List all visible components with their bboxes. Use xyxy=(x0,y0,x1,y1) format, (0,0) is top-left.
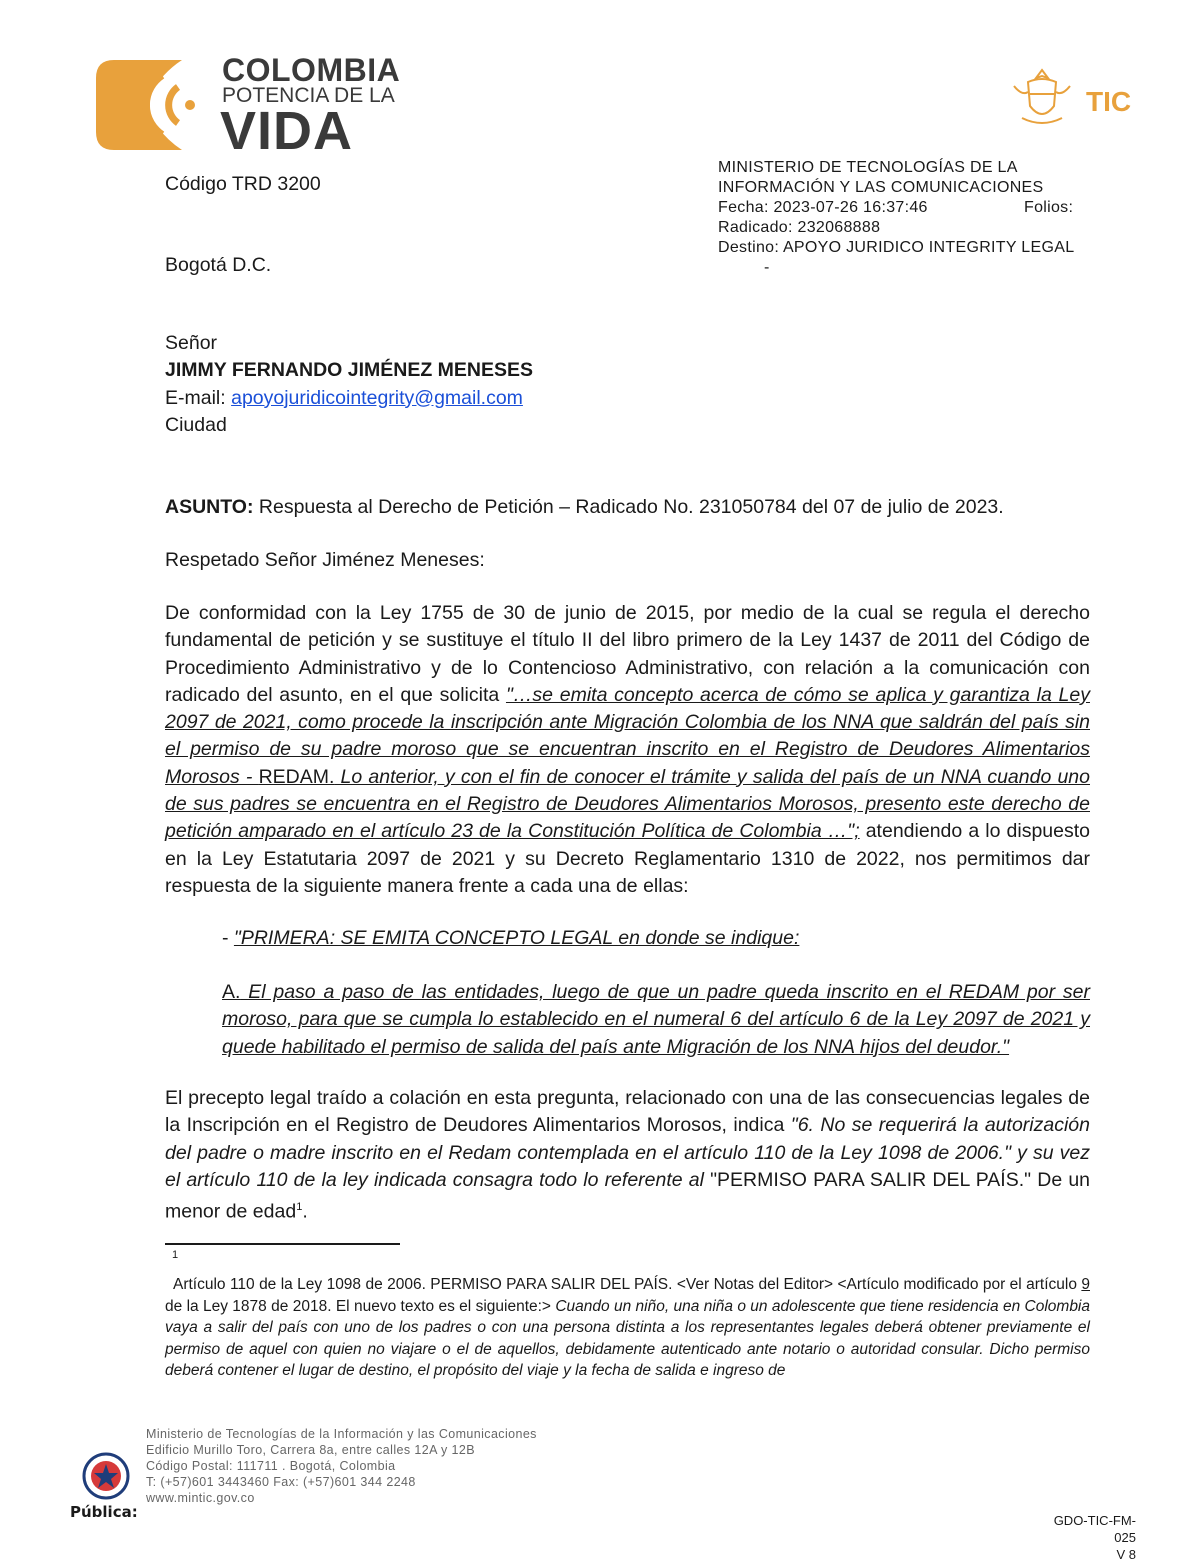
salutation-title: Señor xyxy=(165,332,218,354)
brand-line-colombia: COLOMBIA xyxy=(222,52,401,88)
recipient-block xyxy=(165,330,1090,439)
fecha: Fecha: 2023-07-26 16:37:46 xyxy=(718,199,928,216)
entity-line-1: MINISTERIO DE TECNOLOGÍAS DE LA xyxy=(718,159,1018,176)
footer-address xyxy=(146,1426,537,1506)
email-label: E-mail: xyxy=(165,386,232,409)
recipient-city: Ciudad xyxy=(165,413,227,436)
brand-line-vida: VIDA xyxy=(220,101,354,161)
footnote-text-italic: Cuando un niño, una niña o un adolescente que tiene residencia en Colombia vaya a salir del país con uno de los padres o con una persona distinta a los representantes legales deberá obtener previamente el permiso de aquel con quien no viajare o el de aquellos, debidamente autenticado ante notario o autoridad consular. Dicho permiso deberá contener el lugar de destino, el propósito del viaje y la fecha de salida e ingreso de xyxy=(165,1297,1090,1379)
footer-line-1: Ministerio de Tecnologías de la Información y las Comunicaciones xyxy=(146,1427,537,1441)
document-code xyxy=(1040,1512,1136,1563)
radicado-number: Radicado: 232068888 xyxy=(718,219,881,236)
item-a-text: El paso a paso de las entidades, luego de que un padre queda inscrito en el REDAM por ser moroso, para que se cumpla lo establecido en el numeral 6 del artículo 6 de la Ley 2097 de 2021 y quede habilitado el permiso de salida del país ante Migración de los NNA hijos del deudor." xyxy=(222,981,1090,1058)
p1-intro: De conformidad con la Ley 1755 de 30 de junio de 2015, por medio de la cual se regula el derecho fundamental de petición y se sustituye el título II del libro primero de la Ley 1437 de 2011 del Código de Procedimiento Administrativo y de lo Contencioso Administrativo, con relación a la comunicación con radicado del asunto, en el que solicita xyxy=(165,602,1090,706)
footnote-link[interactable]: 9 xyxy=(1081,1276,1090,1293)
p2-quote: "6. No se requerirá la autorización del padre o madre inscrito en el Redam contemplada en el artículo 110 de la Ley 1098 de 2006." y su vez el artículo 110 de la ley indicada consagra todo lo referente al xyxy=(165,1114,1090,1191)
destino-dash: - xyxy=(764,259,770,276)
folios: Folios: xyxy=(1024,199,1074,216)
footnote-text xyxy=(165,1274,1090,1382)
item-a xyxy=(222,979,1090,1061)
footnote-ref[interactable]: 1 xyxy=(296,1201,303,1214)
p1-quote-a: "…se emita concepto acerca de cómo se aplica y garantiza la Ley 2097 de 2021, como procede la inscripción ante Migración Colombia de los NNA que saldrán del país sin el permiso de su padre moroso que se encuentran inscrito en el Registro de Deudores Alimentarios Morosos - xyxy=(165,683,1090,788)
p1-quote-redam: REDAM. xyxy=(258,765,335,788)
item-a-label: A. xyxy=(222,981,241,1003)
recipient-name: JIMMY FERNANDO JIMÉNEZ MENESES xyxy=(165,359,534,382)
colombia-logo-icon xyxy=(92,55,212,155)
footer-line-4: T: (+57)601 3443460 Fax: (+57)601 344 2248 xyxy=(146,1475,416,1489)
asunto-label: ASUNTO: xyxy=(165,496,254,518)
coat-of-arms-icon xyxy=(1008,66,1076,132)
p2-permiso: "PERMISO PARA SALIR DEL PAÍS." xyxy=(710,1168,1032,1191)
certification-seal-icon xyxy=(82,1452,130,1500)
footnote-divider xyxy=(165,1243,400,1245)
email-line xyxy=(165,385,1090,412)
primera-dash: - xyxy=(222,927,234,949)
doc-version: V 8 xyxy=(1116,1547,1136,1562)
brand-line-potencia: POTENCIA DE LA xyxy=(222,84,395,107)
doc-code: GDO-TIC-FM-025 xyxy=(1053,1513,1136,1545)
entity-line-2: INFORMACIÓN Y LAS COMUNICACIONES xyxy=(718,179,1044,196)
tic-label: TIC xyxy=(1086,86,1132,117)
asunto-line xyxy=(165,494,1090,521)
p2-end: De un menor de edad xyxy=(165,1168,1091,1223)
p1-quote-b: Lo anterior, y con el fin de conocer el trámite y salida del país de un NNA cuando uno de sus padres se encuentra en el Registro de Deudores Alimentarios Morosos, presento este derecho de petición amparado en el artículo 23 de la Constitución Política de Colombia …"; xyxy=(165,765,1090,843)
codigo-trd: Código TRD 3200 xyxy=(165,173,321,195)
p2-a: El precepto legal traído a colación en esta pregunta, relacionado con una de las consecuencias legales de la Inscripción en el Registro de Deudores Alimentarios Morosos, indica xyxy=(165,1087,1090,1137)
greeting: Respetado Señor Jiménez Meneses: xyxy=(165,549,485,571)
footer-line-3: Código Postal: 111711 . Bogotá, Colombia xyxy=(146,1459,396,1473)
asunto-text: Respuesta al Derecho de Petición – Radicado No. 231050784 del 07 de julio de 2023. xyxy=(253,496,1004,518)
destino: Destino: APOYO JURIDICO INTEGRITY LEGAL xyxy=(718,239,1075,256)
primera-text: "PRIMERA: SE EMITA CONCEPTO LEGAL en donde se indique: xyxy=(233,927,800,949)
footnote-text-a: Artículo 110 de la Ley 1098 de 2006. PERMISO PARA SALIR DEL PAÍS. <Ver Notas del Editor> <Artículo modificado por el artículo xyxy=(173,1276,1082,1293)
city-line: Bogotá D.C. xyxy=(165,254,272,276)
footnote-text-b: de la Ley 1878 de 2018. El nuevo texto es el siguiente:> xyxy=(165,1297,556,1315)
classification-label: Pública: xyxy=(70,1503,138,1521)
footer-line-2: Edificio Murillo Toro, Carrera 8a, entre calles 12A y 12B xyxy=(146,1443,475,1457)
paragraph-1 xyxy=(165,600,1090,900)
footnote-number: 1 xyxy=(172,1249,179,1261)
paragraph-2 xyxy=(165,1085,1090,1226)
primera-line xyxy=(222,925,1090,952)
footer-line-5: www.mintic.gov.co xyxy=(146,1491,255,1505)
p1-end: atendiendo a lo dispuesto en la Ley Estatutaria 2097 de 2021 y su Decreto Reglamentario 1310 de 2022, nos permitimos dar respuesta de la siguiente manera frente a cada una de ellas: xyxy=(165,820,1090,897)
email-link[interactable]: apoyojuridicointegrity@gmail.com xyxy=(231,386,523,409)
p2-period: . xyxy=(302,1200,308,1223)
